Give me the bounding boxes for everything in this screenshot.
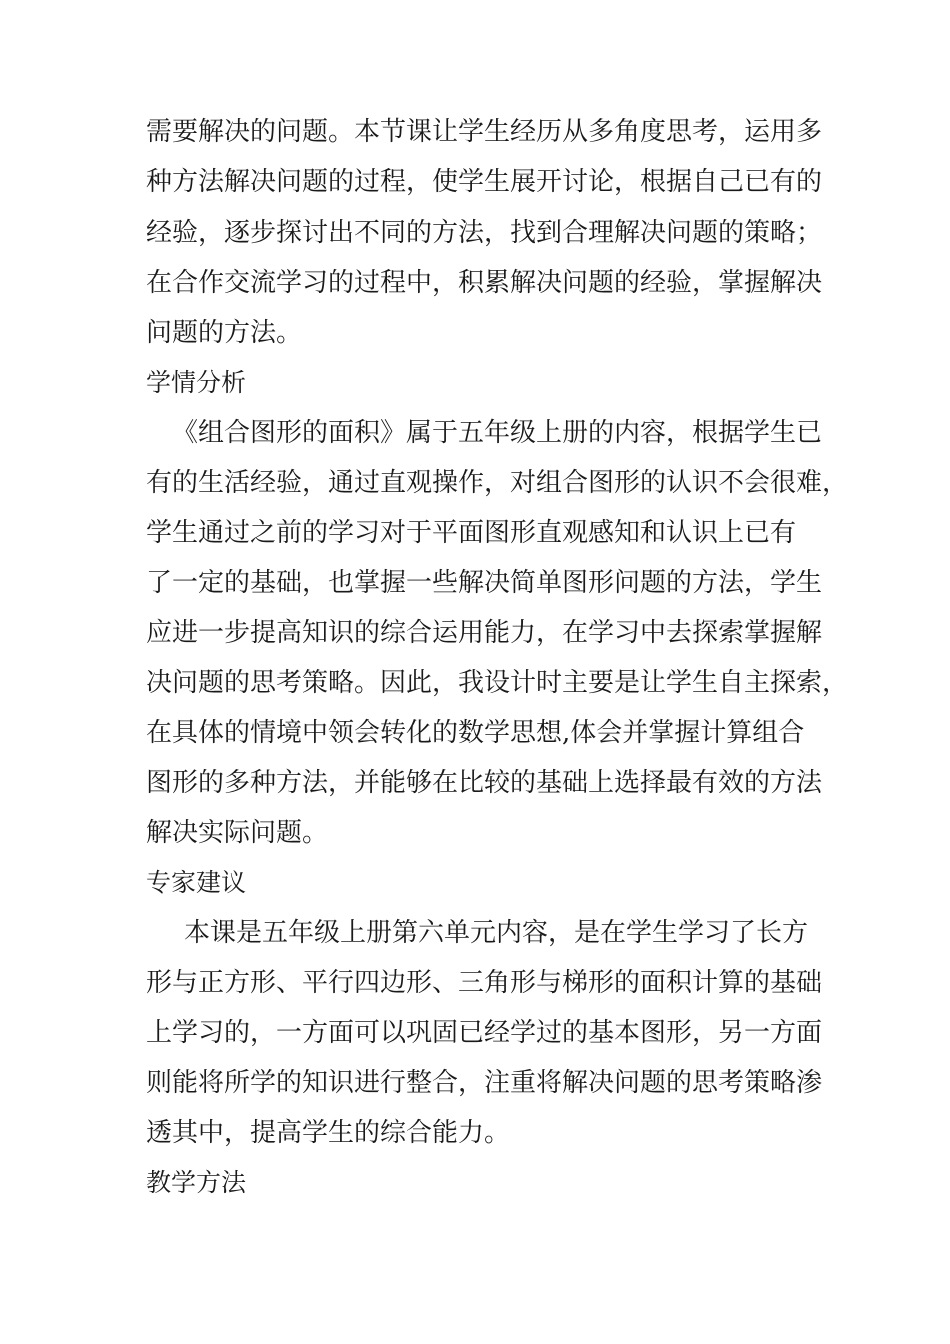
paragraph-line: 在合作交流学习的过程中，积累解决问题的经验，掌握解决	[146, 268, 823, 298]
paragraph-line: 透其中，提高学生的综合能力。	[146, 1118, 511, 1148]
paragraph-line: 图形的多种方法，并能够在比较的基础上选择最有效的方法	[146, 768, 823, 798]
paragraph-line: 《组合图形的面积》属于五年级上册的内容，根据学生已	[172, 418, 823, 448]
paragraph-line: 形与正方形、平行四边形、三角形与梯形的面积计算的基础	[146, 968, 823, 998]
paragraph-line: 经验，逐步探讨出不同的方法，找到合理解决问题的策略；	[146, 218, 823, 248]
paragraph-line: 需要解决的问题。本节课让学生经历从多角度思考，运用多	[146, 117, 823, 147]
paragraph-line: 上学习的，一方面可以巩固已经学过的基本图形，另一方面	[146, 1018, 823, 1048]
paragraph-line: 应进一步提高知识的综合运用能力，在学习中去探索掌握解	[146, 618, 823, 648]
paragraph-line: 问题的方法。	[146, 318, 303, 348]
paragraph-line: 学生通过之前的学习对于平面图形直观感知和认识上已有	[146, 518, 797, 548]
section-heading-xueqing: 学情分析	[146, 368, 247, 397]
paragraph-line: 有的生活经验，通过直观操作，对组合图形的认识不会很难，	[146, 468, 849, 498]
paragraph-line: 了一定的基础，也掌握一些解决简单图形问题的方法，学生	[146, 568, 823, 598]
paragraph-line: 种方法解决问题的过程，使学生展开讨论，根据自己已有的	[146, 167, 823, 197]
paragraph-line: 决问题的思考策略。因此，我设计时主要是让学生自主探索，	[146, 668, 849, 698]
section-heading-zhuanjia: 专家建议	[146, 868, 247, 897]
paragraph-line: 本课是五年级上册第六单元内容，是在学生学习了长方	[184, 918, 809, 948]
section-heading-jiaoxue: 教学方法	[146, 1168, 247, 1197]
paragraph-line: 则能将所学的知识进行整合，注重将解决问题的思考策略渗	[146, 1068, 823, 1098]
paragraph-line: 解决实际问题。	[146, 818, 329, 848]
paragraph-line: 在具体的情境中领会转化的数学思想,体会并掌握计算组合	[146, 718, 805, 748]
